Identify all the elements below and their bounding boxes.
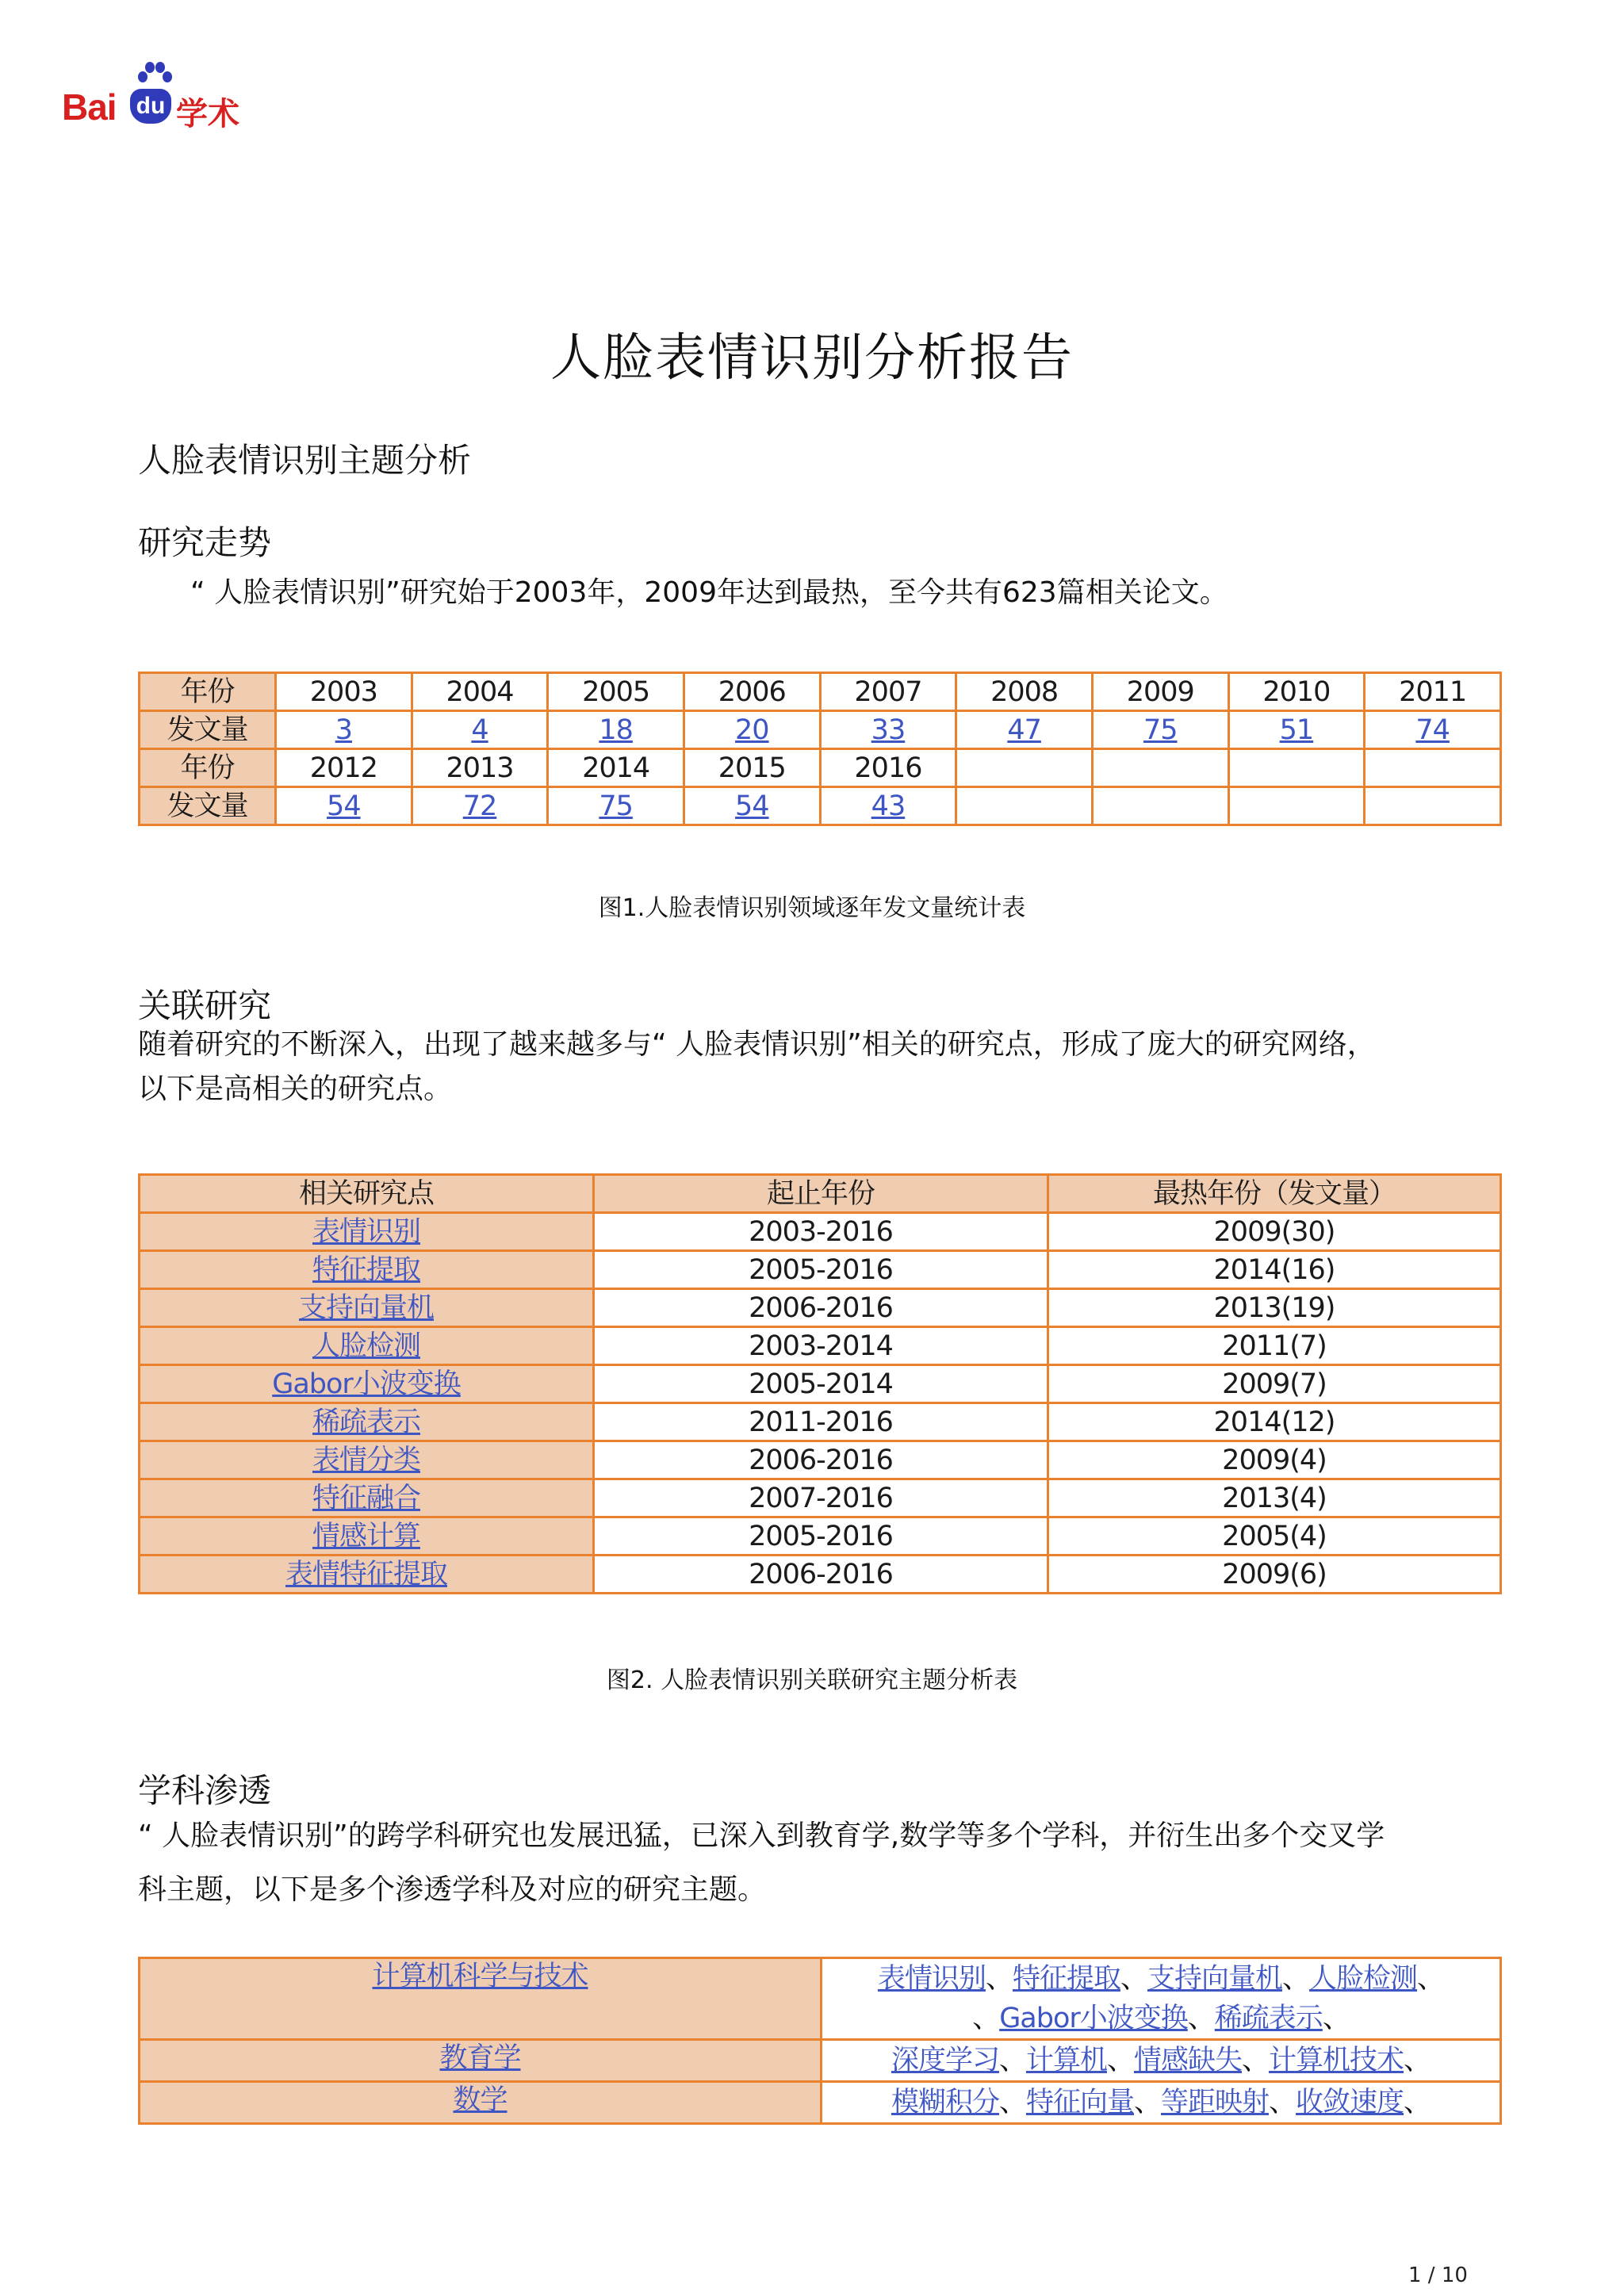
figure1-caption: 图1.人脸表情识别领域逐年发文量统计表 xyxy=(598,894,1026,922)
subject-link[interactable]: 计算机科学与技术 xyxy=(372,1961,588,1992)
logo-du-text: du xyxy=(130,89,171,124)
peak-cell: 2013(4) xyxy=(1048,1479,1501,1517)
topic-link[interactable]: 特征融合 xyxy=(312,1482,420,1514)
year-cell xyxy=(956,749,1093,787)
year-cell xyxy=(1092,749,1228,787)
count-link[interactable]: 75 xyxy=(599,790,633,822)
table-row xyxy=(140,1958,1501,2040)
count-link[interactable]: 33 xyxy=(871,714,906,746)
separator: 、 xyxy=(1282,1963,1310,1995)
count-link[interactable]: 51 xyxy=(1279,714,1314,746)
year-cell: 2003 xyxy=(276,673,412,711)
peak-cell: 2009(4) xyxy=(1048,1441,1501,1479)
count-cell xyxy=(1092,787,1228,825)
separator: 、 xyxy=(972,2003,1000,2034)
table-row xyxy=(140,673,1501,711)
count-cell xyxy=(548,711,684,749)
count-cell xyxy=(820,787,956,825)
table-row xyxy=(140,749,1501,787)
topic-cell xyxy=(140,1556,594,1594)
related-topics-table xyxy=(138,1173,1502,1594)
count-cell xyxy=(684,711,820,749)
trend-summary: “ 人脸表情识别”研究始于2003年，2009年达到最热，至今共有623篇相关论文。 xyxy=(190,576,1228,609)
logo-bai-text: Bai xyxy=(62,86,117,128)
count-link[interactable]: 54 xyxy=(327,790,361,822)
year-cell: 2013 xyxy=(412,749,548,787)
research-topic-link[interactable]: 等距映射 xyxy=(1161,2087,1270,2118)
span-cell: 2011-2016 xyxy=(594,1403,1048,1441)
count-cell xyxy=(956,711,1093,749)
separator: 、 xyxy=(1106,2045,1134,2076)
separator: 、 xyxy=(1404,2045,1431,2076)
year-cell: 2005 xyxy=(548,673,684,711)
topic-link[interactable]: Gabor小波变换 xyxy=(272,1368,461,1400)
year-label-cell: 年份 xyxy=(140,749,276,787)
subject-link[interactable]: 数学 xyxy=(453,2084,508,2116)
table-row xyxy=(140,2040,1501,2082)
topic-cell xyxy=(140,1517,594,1556)
topic-link[interactable]: 人脸检测 xyxy=(312,1330,420,1362)
topic-link[interactable]: 表情识别 xyxy=(312,1215,420,1248)
column-header: 最热年份（发文量） xyxy=(1048,1175,1501,1213)
count-cell xyxy=(1228,711,1365,749)
baidu-xueshu-logo[interactable] xyxy=(62,62,268,133)
research-topic-link[interactable]: 计算机 xyxy=(1025,2045,1107,2076)
table-row xyxy=(140,1441,1501,1479)
research-topic-link[interactable]: 表情识别 xyxy=(877,1963,986,1995)
separator: 、 xyxy=(998,2087,1026,2118)
count-cell xyxy=(412,787,548,825)
span-cell: 2005-2014 xyxy=(594,1365,1048,1403)
count-cell xyxy=(276,711,412,749)
peak-cell: 2013(19) xyxy=(1048,1289,1501,1327)
discipline-text-line2: 科主题，以下是多个渗透学科及对应的研究主题。 xyxy=(138,1873,767,1906)
research-topics-cell xyxy=(822,1958,1501,2040)
column-header: 相关研究点 xyxy=(140,1175,594,1213)
year-cell: 2010 xyxy=(1228,673,1365,711)
separator: 、 xyxy=(1120,1963,1147,1995)
year-cell: 2006 xyxy=(684,673,820,711)
topic-link[interactable]: 稀疏表示 xyxy=(312,1406,420,1438)
topics-line xyxy=(822,2083,1500,2122)
discipline-text-line1: “ 人脸表情识别”的跨学科研究也发展迅猛，已深入到教育学,数学等多个学科，并衍生出多个交叉学 xyxy=(138,1820,1385,1852)
page-number: 1 / 10 xyxy=(1408,2263,1468,2287)
span-cell: 2003-2016 xyxy=(594,1213,1048,1251)
separator: 、 xyxy=(1417,1963,1445,1995)
subject-link[interactable]: 教育学 xyxy=(439,2042,521,2074)
table-row xyxy=(140,1517,1501,1556)
yearly-count-table xyxy=(138,672,1502,826)
span-cell: 2005-2016 xyxy=(594,1517,1048,1556)
research-topic-link[interactable]: 人脸检测 xyxy=(1309,1963,1418,1995)
trend-heading: 研究走势 xyxy=(138,523,272,562)
table-row xyxy=(140,2082,1501,2124)
year-cell: 2011 xyxy=(1365,673,1501,711)
topic-cell xyxy=(140,1479,594,1517)
peak-cell: 2014(16) xyxy=(1048,1251,1501,1289)
count-link[interactable]: 54 xyxy=(735,790,769,822)
topics-line xyxy=(822,1999,1500,2038)
topic-cell xyxy=(140,1289,594,1327)
topic-cell xyxy=(140,1213,594,1251)
subject-cell xyxy=(140,2082,822,2124)
discipline-table xyxy=(138,1957,1502,2125)
logo-xueshu-text: 学术 xyxy=(176,96,239,132)
year-cell xyxy=(1365,749,1501,787)
year-cell: 2012 xyxy=(276,749,412,787)
paw-icon xyxy=(138,62,170,89)
year-cell: 2004 xyxy=(412,673,548,711)
table-row xyxy=(140,1365,1501,1403)
research-topics-cell xyxy=(822,2040,1501,2082)
count-cell xyxy=(684,787,820,825)
count-link[interactable]: 47 xyxy=(1007,714,1041,746)
related-text-line1: 随着研究的不断深入，出现了越来越多与“ 人脸表情识别”相关的研究点，形成了庞大的研究网络， xyxy=(138,1028,1376,1061)
count-cell xyxy=(820,711,956,749)
span-cell: 2006-2016 xyxy=(594,1556,1048,1594)
topic-link[interactable]: 表情特征提取 xyxy=(285,1558,447,1590)
year-cell: 2007 xyxy=(820,673,956,711)
span-cell: 2005-2016 xyxy=(594,1251,1048,1289)
topic-cell xyxy=(140,1441,594,1479)
topic-cell xyxy=(140,1327,594,1365)
related-heading: 关联研究 xyxy=(138,986,272,1025)
research-topic-link[interactable]: 稀疏表示 xyxy=(1214,2003,1323,2034)
peak-cell: 2011(7) xyxy=(1048,1327,1501,1365)
research-topic-link[interactable]: Gabor小波变换 xyxy=(999,2003,1188,2034)
subject-cell xyxy=(140,1958,822,2040)
count-link[interactable]: 20 xyxy=(735,714,769,746)
topic-cell xyxy=(140,1251,594,1289)
year-cell: 2016 xyxy=(820,749,956,787)
separator: 、 xyxy=(985,1963,1013,1995)
peak-cell: 2014(12) xyxy=(1048,1403,1501,1441)
table-row xyxy=(140,787,1501,825)
year-cell xyxy=(1228,749,1365,787)
separator: 、 xyxy=(998,2045,1026,2076)
span-cell: 2007-2016 xyxy=(594,1479,1048,1517)
table-row xyxy=(140,711,1501,749)
year-cell: 2009 xyxy=(1092,673,1228,711)
table-row xyxy=(140,1479,1501,1517)
research-topic-link[interactable]: 特征提取 xyxy=(1012,1963,1120,1995)
separator: 、 xyxy=(1322,2003,1350,2034)
count-cell xyxy=(1365,711,1501,749)
research-topics-cell xyxy=(822,2082,1501,2124)
subject-cell xyxy=(140,2040,822,2082)
count-link[interactable]: 18 xyxy=(599,714,633,746)
count-cell xyxy=(956,787,1093,825)
topics-line xyxy=(822,2041,1500,2080)
count-label-cell: 发文量 xyxy=(140,787,276,825)
peak-cell: 2009(30) xyxy=(1048,1213,1501,1251)
topic-cell xyxy=(140,1403,594,1441)
topic-link[interactable]: 表情分类 xyxy=(312,1444,420,1476)
discipline-heading: 学科渗透 xyxy=(138,1771,272,1810)
span-cell: 2006-2016 xyxy=(594,1289,1048,1327)
peak-cell: 2005(4) xyxy=(1048,1517,1501,1556)
topic-link[interactable]: 情感计算 xyxy=(312,1520,420,1552)
year-label-cell: 年份 xyxy=(140,673,276,711)
count-link[interactable]: 4 xyxy=(471,714,488,746)
research-topic-link[interactable]: 情感缺失 xyxy=(1134,2045,1243,2076)
topic-link[interactable]: 支持向量机 xyxy=(298,1292,434,1324)
count-link[interactable]: 75 xyxy=(1143,714,1178,746)
count-cell xyxy=(1365,787,1501,825)
research-topic-link[interactable]: 计算机技术 xyxy=(1269,2045,1404,2076)
table-row xyxy=(140,1327,1501,1365)
research-topic-link[interactable]: 支持向量机 xyxy=(1147,1963,1283,1995)
table-row xyxy=(140,1289,1501,1327)
related-text-line2: 以下是高相关的研究点。 xyxy=(138,1073,453,1105)
topic-link[interactable]: 特征提取 xyxy=(312,1253,420,1286)
count-link[interactable]: 3 xyxy=(335,714,352,746)
count-link[interactable]: 74 xyxy=(1415,714,1450,746)
count-cell xyxy=(276,787,412,825)
count-link[interactable]: 43 xyxy=(871,790,906,822)
table-header-row xyxy=(140,1175,1501,1213)
table-row xyxy=(140,1251,1501,1289)
peak-cell: 2009(7) xyxy=(1048,1365,1501,1403)
count-cell xyxy=(1228,787,1365,825)
separator: 、 xyxy=(1404,2087,1431,2118)
separator: 、 xyxy=(1242,2045,1270,2076)
peak-cell: 2009(6) xyxy=(1048,1556,1501,1594)
span-cell: 2006-2016 xyxy=(594,1441,1048,1479)
topic-analysis-heading: 人脸表情识别主题分析 xyxy=(138,441,472,480)
separator: 、 xyxy=(1187,2003,1215,2034)
topic-cell xyxy=(140,1365,594,1403)
count-cell xyxy=(1092,711,1228,749)
count-link[interactable]: 72 xyxy=(462,790,497,822)
table-row xyxy=(140,1556,1501,1594)
year-cell: 2014 xyxy=(548,749,684,787)
year-cell: 2008 xyxy=(956,673,1093,711)
topics-line xyxy=(822,1959,1500,1999)
research-topic-link[interactable]: 模糊积分 xyxy=(891,2087,999,2118)
separator: 、 xyxy=(1133,2087,1161,2118)
research-topic-link[interactable]: 收敛速度 xyxy=(1296,2087,1404,2118)
count-cell xyxy=(548,787,684,825)
count-label-cell: 发文量 xyxy=(140,711,276,749)
figure2-caption: 图2. 人脸表情识别关联研究主题分析表 xyxy=(606,1667,1018,1694)
table-row xyxy=(140,1403,1501,1441)
research-topic-link[interactable]: 特征向量 xyxy=(1025,2087,1134,2118)
year-cell: 2015 xyxy=(684,749,820,787)
column-header: 起止年份 xyxy=(594,1175,1048,1213)
separator: 、 xyxy=(1269,2087,1297,2118)
count-cell xyxy=(412,711,548,749)
table-row xyxy=(140,1213,1501,1251)
report-title: 人脸表情识别分析报告 xyxy=(550,329,1074,388)
span-cell: 2003-2014 xyxy=(594,1327,1048,1365)
research-topic-link[interactable]: 深度学习 xyxy=(891,2045,999,2076)
